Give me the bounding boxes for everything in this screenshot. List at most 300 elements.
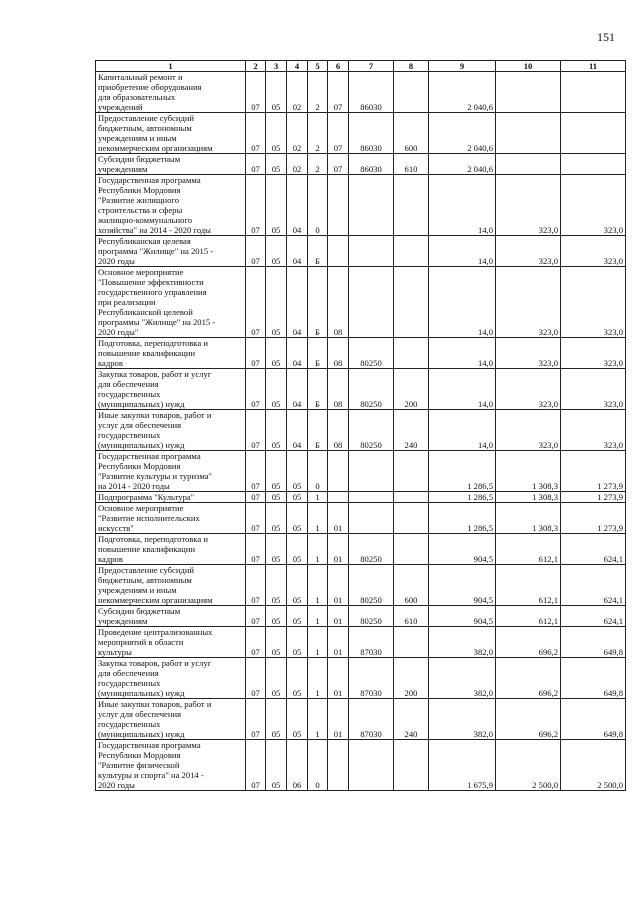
row-title-line: кадров — [98, 554, 123, 564]
cell-c6 — [328, 175, 349, 236]
cell-c11: 649,8 — [561, 658, 626, 699]
cell-c2: 07 — [246, 369, 266, 410]
row-title-line: "Развитие жилищного — [98, 195, 180, 205]
cell-c7: 86030 — [349, 113, 394, 154]
cell-c6: 08 — [328, 369, 349, 410]
cell-c10: 2 500,0 — [496, 740, 561, 791]
cell-c2: 07 — [246, 740, 266, 791]
cell-c4: 04 — [287, 410, 308, 451]
row-title — [96, 369, 246, 410]
cell-c3: 05 — [266, 72, 287, 113]
table-row — [96, 699, 626, 740]
row-title-line: Государственная программа — [98, 451, 201, 461]
cell-c6 — [328, 740, 349, 791]
row-title-line: искусств" — [98, 523, 134, 533]
cell-c5: Б — [308, 236, 328, 267]
cell-c8 — [394, 236, 429, 267]
cell-c5: 1 — [308, 492, 328, 503]
row-title-line: Подготовка, переподготовка и — [98, 338, 208, 348]
cell-c11: 323,0 — [561, 175, 626, 236]
cell-c6: 08 — [328, 338, 349, 369]
cell-c11: 649,8 — [561, 699, 626, 740]
cell-c7: 80250 — [349, 369, 394, 410]
cell-c11: 1 273,9 — [561, 503, 626, 534]
page-number: 151 — [597, 30, 615, 44]
row-title-line: 2020 годы" — [98, 327, 139, 337]
cell-c3: 05 — [266, 699, 287, 740]
row-title-line: бюджетным, автономным — [98, 123, 192, 133]
row-title-line: "Развитие культуры и туризма" — [98, 471, 213, 481]
cell-c5: Б — [308, 267, 328, 338]
cell-c9: 382,0 — [429, 627, 496, 658]
cell-c9: 904,5 — [429, 565, 496, 606]
row-title-line: Иные закупки товаров, работ и — [98, 410, 212, 420]
table-row — [96, 113, 626, 154]
cell-c4: 04 — [287, 236, 308, 267]
row-title — [96, 113, 246, 154]
cell-c4: 05 — [287, 658, 308, 699]
row-title-line: (муниципальных) нужд — [98, 399, 185, 409]
cell-c9: 14,0 — [429, 267, 496, 338]
cell-c4: 05 — [287, 503, 308, 534]
row-title — [96, 338, 246, 369]
row-title-line: 2020 годы — [98, 780, 135, 790]
cell-c10: 323,0 — [496, 267, 561, 338]
cell-c9: 2 040,6 — [429, 113, 496, 154]
row-title-line: государственных — [98, 389, 161, 399]
row-title-line: для обеспечения — [98, 668, 159, 678]
cell-c5: 1 — [308, 503, 328, 534]
cell-c4: 05 — [287, 627, 308, 658]
cell-c9: 382,0 — [429, 699, 496, 740]
cell-c5: 2 — [308, 154, 328, 175]
row-title-line: Республики Мордовия — [98, 750, 181, 760]
cell-c6: 01 — [328, 627, 349, 658]
cell-c2: 07 — [246, 451, 266, 492]
cell-c6: 07 — [328, 113, 349, 154]
cell-c2: 07 — [246, 492, 266, 503]
row-title-line: Республиканской целевой — [98, 307, 193, 317]
cell-c3: 05 — [266, 492, 287, 503]
cell-c2: 07 — [246, 534, 266, 565]
row-title-line: учреждений — [98, 102, 143, 112]
row-title — [96, 236, 246, 267]
cell-c5: 1 — [308, 658, 328, 699]
table-row — [96, 154, 626, 175]
cell-c2: 07 — [246, 236, 266, 267]
row-title-line: Основное мероприятие — [98, 503, 184, 513]
cell-c2: 07 — [246, 658, 266, 699]
cell-c9: 1 675,9 — [429, 740, 496, 791]
cell-c8 — [394, 627, 429, 658]
cell-c3: 05 — [266, 503, 287, 534]
cell-c10: 1 308,3 — [496, 503, 561, 534]
cell-c11: 649,8 — [561, 627, 626, 658]
cell-c8 — [394, 534, 429, 565]
cell-c5: 1 — [308, 606, 328, 627]
cell-c9: 904,5 — [429, 534, 496, 565]
column-header: 3 — [266, 61, 287, 72]
cell-c5: 1 — [308, 627, 328, 658]
cell-c4: 04 — [287, 369, 308, 410]
cell-c11: 323,0 — [561, 338, 626, 369]
cell-c9: 14,0 — [429, 236, 496, 267]
cell-c3: 05 — [266, 267, 287, 338]
row-title-line: жилищно-коммунального — [98, 215, 193, 225]
table-row — [96, 534, 626, 565]
cell-c11: 323,0 — [561, 369, 626, 410]
row-title-line: государственных — [98, 719, 161, 729]
cell-c5: 0 — [308, 740, 328, 791]
cell-c6 — [328, 451, 349, 492]
cell-c6 — [328, 492, 349, 503]
cell-c10: 612,1 — [496, 565, 561, 606]
cell-c5: Б — [308, 338, 328, 369]
cell-c3: 05 — [266, 740, 287, 791]
cell-c8 — [394, 72, 429, 113]
cell-c11: 323,0 — [561, 410, 626, 451]
cell-c6: 01 — [328, 658, 349, 699]
cell-c10: 612,1 — [496, 606, 561, 627]
cell-c5: Б — [308, 410, 328, 451]
cell-c10: 323,0 — [496, 338, 561, 369]
row-title — [96, 72, 246, 113]
cell-c11: 624,1 — [561, 565, 626, 606]
row-title — [96, 534, 246, 565]
row-title-line: Республики Мордовия — [98, 461, 181, 471]
row-title-line: строительства и сферы — [98, 205, 183, 215]
cell-c5: 1 — [308, 565, 328, 606]
row-title-line: хозяйства" на 2014 - 2020 годы — [98, 225, 211, 235]
row-title-line: "Повышение эффективности — [98, 277, 204, 287]
cell-c7: 80250 — [349, 338, 394, 369]
cell-c8: 200 — [394, 658, 429, 699]
row-title — [96, 267, 246, 338]
cell-c10: 323,0 — [496, 175, 561, 236]
cell-c2: 07 — [246, 175, 266, 236]
row-title-line: некоммерческим организациям — [98, 595, 213, 605]
cell-c7: 87030 — [349, 627, 394, 658]
row-title-line: Капитальный ремонт и — [98, 72, 183, 82]
cell-c4: 05 — [287, 492, 308, 503]
cell-c6: 07 — [328, 154, 349, 175]
row-title — [96, 410, 246, 451]
cell-c2: 07 — [246, 267, 266, 338]
row-title-line: программы "Жилище" на 2015 - — [98, 317, 216, 327]
cell-c4: 05 — [287, 451, 308, 492]
cell-c3: 05 — [266, 606, 287, 627]
row-title-line: при реализации — [98, 297, 156, 307]
cell-c5: 2 — [308, 72, 328, 113]
cell-c8: 600 — [394, 565, 429, 606]
cell-c8: 600 — [394, 113, 429, 154]
cell-c6: 01 — [328, 503, 349, 534]
row-title — [96, 658, 246, 699]
row-title-line: приобретение оборудования — [98, 82, 202, 92]
cell-c2: 07 — [246, 606, 266, 627]
row-title-line: культуры — [98, 647, 132, 657]
cell-c5: 2 — [308, 113, 328, 154]
cell-c10: 696,2 — [496, 627, 561, 658]
column-header: 7 — [349, 61, 394, 72]
table-body — [96, 72, 626, 791]
cell-c10: 323,0 — [496, 410, 561, 451]
cell-c8 — [394, 451, 429, 492]
cell-c10: 323,0 — [496, 236, 561, 267]
cell-c3: 05 — [266, 658, 287, 699]
column-header: 5 — [308, 61, 328, 72]
cell-c3: 05 — [266, 113, 287, 154]
cell-c3: 05 — [266, 627, 287, 658]
table-row — [96, 369, 626, 410]
row-title-line: Субсидии бюджетным — [98, 154, 181, 164]
table-row — [96, 410, 626, 451]
cell-c8: 240 — [394, 410, 429, 451]
row-title — [96, 154, 246, 175]
cell-c10: 696,2 — [496, 699, 561, 740]
cell-c8: 610 — [394, 154, 429, 175]
cell-c11 — [561, 72, 626, 113]
row-title-line: (муниципальных) нужд — [98, 729, 185, 739]
row-title-line: повышение квалификации — [98, 348, 196, 358]
cell-c7: 80250 — [349, 410, 394, 451]
cell-c4: 02 — [287, 154, 308, 175]
table-row — [96, 267, 626, 338]
row-title-line: бюджетным, автономным — [98, 575, 192, 585]
row-title-line: государственных — [98, 430, 161, 440]
cell-c2: 07 — [246, 154, 266, 175]
cell-c4: 04 — [287, 175, 308, 236]
table-row — [96, 503, 626, 534]
row-title-line: 2020 годы — [98, 256, 135, 266]
cell-c7: 80250 — [349, 534, 394, 565]
column-header: 10 — [496, 61, 561, 72]
table-row — [96, 72, 626, 113]
cell-c10 — [496, 72, 561, 113]
row-title-line: учреждениям — [98, 164, 148, 174]
cell-c8 — [394, 175, 429, 236]
cell-c9: 1 286,5 — [429, 503, 496, 534]
table-row — [96, 658, 626, 699]
column-header: 9 — [429, 61, 496, 72]
cell-c5: Б — [308, 369, 328, 410]
cell-c4: 05 — [287, 606, 308, 627]
cell-c5: 0 — [308, 175, 328, 236]
cell-c8: 240 — [394, 699, 429, 740]
table-row — [96, 492, 626, 503]
column-header: 4 — [287, 61, 308, 72]
row-title-line: Иные закупки товаров, работ и — [98, 699, 212, 709]
cell-c8 — [394, 492, 429, 503]
cell-c3: 05 — [266, 369, 287, 410]
cell-c3: 05 — [266, 338, 287, 369]
cell-c7: 80250 — [349, 606, 394, 627]
cell-c10 — [496, 113, 561, 154]
cell-c7 — [349, 267, 394, 338]
row-title-line: (муниципальных) нужд — [98, 688, 185, 698]
cell-c3: 05 — [266, 236, 287, 267]
row-title-line: Предоставление субсидий — [98, 565, 195, 575]
cell-c3: 05 — [266, 534, 287, 565]
table-row — [96, 175, 626, 236]
cell-c10: 1 308,3 — [496, 451, 561, 492]
table-row — [96, 606, 626, 627]
row-title — [96, 627, 246, 658]
cell-c11 — [561, 113, 626, 154]
cell-c2: 07 — [246, 565, 266, 606]
cell-c4: 02 — [287, 113, 308, 154]
row-title-line: Основное мероприятие — [98, 267, 184, 277]
cell-c6: 01 — [328, 565, 349, 606]
cell-c11 — [561, 154, 626, 175]
cell-c11: 1 273,9 — [561, 492, 626, 503]
row-title — [96, 503, 246, 534]
cell-c4: 05 — [287, 565, 308, 606]
budget-table — [95, 60, 626, 791]
cell-c10: 1 308,3 — [496, 492, 561, 503]
table-row — [96, 451, 626, 492]
cell-c11: 2 500,0 — [561, 740, 626, 791]
row-title-line: Проведение централизованных — [98, 627, 213, 637]
cell-c6: 01 — [328, 606, 349, 627]
cell-c9: 904,5 — [429, 606, 496, 627]
row-title-line: Республиканская целевая — [98, 236, 191, 246]
cell-c11: 323,0 — [561, 236, 626, 267]
row-title-line: Субсидии бюджетным — [98, 606, 181, 616]
cell-c6: 07 — [328, 72, 349, 113]
cell-c6 — [328, 236, 349, 267]
cell-c8 — [394, 267, 429, 338]
row-title-line: Закупка товаров, работ и услуг — [98, 658, 212, 668]
cell-c9: 1 286,5 — [429, 451, 496, 492]
cell-c8: 610 — [394, 606, 429, 627]
cell-c5: 1 — [308, 699, 328, 740]
cell-c11: 1 273,9 — [561, 451, 626, 492]
row-title-line: на 2014 - 2020 годы — [98, 481, 170, 491]
row-title — [96, 175, 246, 236]
row-title-line: "Развитие исполнительских — [98, 513, 200, 523]
table-row — [96, 236, 626, 267]
cell-c7 — [349, 236, 394, 267]
table-row — [96, 338, 626, 369]
cell-c9: 14,0 — [429, 338, 496, 369]
row-title — [96, 565, 246, 606]
table-row — [96, 565, 626, 606]
cell-c4: 04 — [287, 267, 308, 338]
cell-c3: 05 — [266, 451, 287, 492]
cell-c4: 05 — [287, 699, 308, 740]
row-title-line: государственных — [98, 678, 161, 688]
row-title-line: услуг для обеспечения — [98, 420, 182, 430]
cell-c7: 87030 — [349, 658, 394, 699]
cell-c9: 1 286,5 — [429, 492, 496, 503]
column-header: 2 — [246, 61, 266, 72]
row-title-line: учреждениям — [98, 616, 148, 626]
cell-c4: 04 — [287, 338, 308, 369]
cell-c7 — [349, 175, 394, 236]
column-header: 11 — [561, 61, 626, 72]
cell-c11: 624,1 — [561, 606, 626, 627]
row-title-line: (муниципальных) нужд — [98, 440, 185, 450]
cell-c9: 382,0 — [429, 658, 496, 699]
row-title — [96, 740, 246, 791]
row-title — [96, 492, 246, 503]
cell-c7 — [349, 492, 394, 503]
cell-c4: 02 — [287, 72, 308, 113]
cell-c3: 05 — [266, 565, 287, 606]
cell-c10: 323,0 — [496, 369, 561, 410]
cell-c7 — [349, 451, 394, 492]
row-title-line: некоммерческим организациям — [98, 143, 213, 153]
row-title-line: Закупка товаров, работ и услуг — [98, 369, 212, 379]
row-title-line: Государственная программа — [98, 175, 201, 185]
row-title-line: Подготовка, переподготовка и — [98, 534, 208, 544]
cell-c3: 05 — [266, 154, 287, 175]
cell-c7 — [349, 503, 394, 534]
table-row — [96, 627, 626, 658]
cell-c7: 86030 — [349, 72, 394, 113]
cell-c8 — [394, 338, 429, 369]
cell-c5: 0 — [308, 451, 328, 492]
row-title-line: Государственная программа — [98, 740, 201, 750]
row-title-line: повышение квалификации — [98, 544, 196, 554]
row-title-line: для обеспечения — [98, 379, 159, 389]
cell-c3: 05 — [266, 410, 287, 451]
cell-c9: 14,0 — [429, 369, 496, 410]
cell-c7: 86030 — [349, 154, 394, 175]
cell-c8: 200 — [394, 369, 429, 410]
row-title-line: государственного управления — [98, 287, 207, 297]
row-title-line: "Развитие физической — [98, 760, 180, 770]
row-title-line: услуг для обеспечения — [98, 709, 182, 719]
cell-c7 — [349, 740, 394, 791]
cell-c8 — [394, 740, 429, 791]
cell-c2: 07 — [246, 113, 266, 154]
row-title-line: Республики Мордовия — [98, 185, 181, 195]
row-title — [96, 606, 246, 627]
cell-c6: 01 — [328, 699, 349, 740]
cell-c8 — [394, 503, 429, 534]
cell-c3: 05 — [266, 175, 287, 236]
cell-c4: 05 — [287, 534, 308, 565]
column-header: 6 — [328, 61, 349, 72]
column-header: 8 — [394, 61, 429, 72]
row-title — [96, 451, 246, 492]
row-title-line: мероприятий в области — [98, 637, 184, 647]
cell-c6: 08 — [328, 410, 349, 451]
row-title-line: Подпрограмма "Культура" — [98, 492, 195, 502]
cell-c5: 1 — [308, 534, 328, 565]
cell-c7: 87030 — [349, 699, 394, 740]
cell-c2: 07 — [246, 627, 266, 658]
cell-c9: 2 040,6 — [429, 154, 496, 175]
row-title-line: культуры и спорта" на 2014 - — [98, 770, 204, 780]
cell-c4: 06 — [287, 740, 308, 791]
column-header: 1 — [96, 61, 246, 72]
cell-c2: 07 — [246, 410, 266, 451]
cell-c6: 08 — [328, 267, 349, 338]
cell-c7: 80250 — [349, 565, 394, 606]
row-title — [96, 699, 246, 740]
cell-c10: 612,1 — [496, 534, 561, 565]
table-row — [96, 740, 626, 791]
cell-c6: 01 — [328, 534, 349, 565]
cell-c9: 14,0 — [429, 410, 496, 451]
cell-c10: 696,2 — [496, 658, 561, 699]
cell-c11: 624,1 — [561, 534, 626, 565]
cell-c2: 07 — [246, 699, 266, 740]
cell-c11: 323,0 — [561, 267, 626, 338]
